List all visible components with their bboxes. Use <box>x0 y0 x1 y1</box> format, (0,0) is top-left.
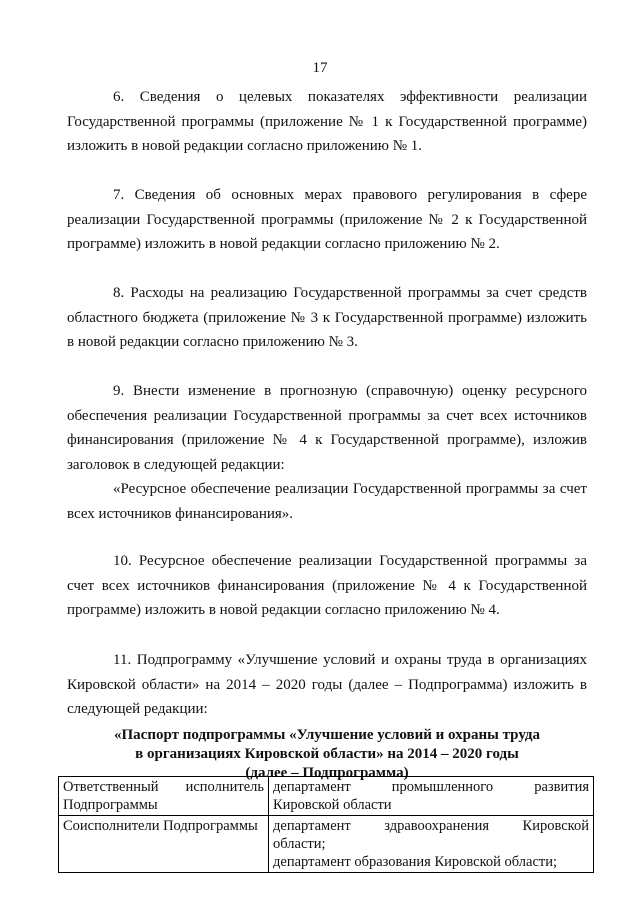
table-cell-value <box>269 777 594 816</box>
passport-heading <box>67 726 587 783</box>
table-cell-line: департамент промышленного развития <box>273 779 589 795</box>
paragraph-11: 11. Подпрограмму «Улучшение условий и охраны труда в организациях Кировской области» на 2014 – 2020 годы (далее – Подпрограмма) изложить в следующей редакции: <box>67 652 587 717</box>
paragraph-8: 8. Расходы на реализацию Государственной программы за счет средств областного бюджета (приложение № 3 к Государственной программе) изложить в новой редакции согласно приложению № 3. <box>67 285 587 350</box>
paragraph-6: 6. Сведения о целевых показателях эффективности реализации Государственной программы (приложение № 1 к Государственной программе) изложить в новой редакции согласно приложению № 1. <box>67 89 587 154</box>
table-cell-value <box>269 816 594 873</box>
table-cell-label: Ответственный исполнитель Подпрограммы <box>59 777 269 816</box>
paragraph-7: 7. Сведения об основных мерах правового регулирования в сфере реализации Государственной программы (приложение № 2 к Государственной программе) изложить в новой редакции согласно приложению № 2. <box>67 187 587 252</box>
paragraph-9-quote: «Ресурсное обеспечение реализации Государственной программы за счет всех источников финансирования». <box>67 481 587 522</box>
table-row <box>59 816 594 873</box>
paragraph-9: 9. Внести изменение в прогнозную (справочную) оценку ресурсного обеспечения реализации Государственной программы за счет всех источников финансирования (приложение № 4 к Государственной программе), изложив заголовок в следующей редакции: <box>67 383 587 473</box>
table-cell-line: департамент образования Кировской области; <box>273 854 558 870</box>
paragraph-10: 10. Ресурсное обеспечение реализации Государственной программы за счет всех источников финансирования (приложение № 4 к Государственной программе) изложить в новой редакции согласно приложению № 4. <box>67 553 587 618</box>
table-cell-line: департамент здравоохранения Кировской <box>273 818 589 834</box>
passport-heading-line-2: в организациях Кировской области» на 2014 – 2020 годы <box>135 746 519 762</box>
table-cell-line: Кировской области <box>273 797 392 813</box>
page-number: 17 <box>312 60 328 76</box>
passport-table <box>58 776 594 873</box>
table-cell-line: области; <box>273 836 326 852</box>
table-cell-label: Соисполнители Подпрограммы <box>59 816 269 873</box>
passport-heading-line-1: «Паспорт подпрограммы «Улучшение условий и охраны труда <box>114 727 540 743</box>
passport-heading-line-3: (далее – Подпрограмма) <box>245 765 409 781</box>
table-row <box>59 777 594 816</box>
